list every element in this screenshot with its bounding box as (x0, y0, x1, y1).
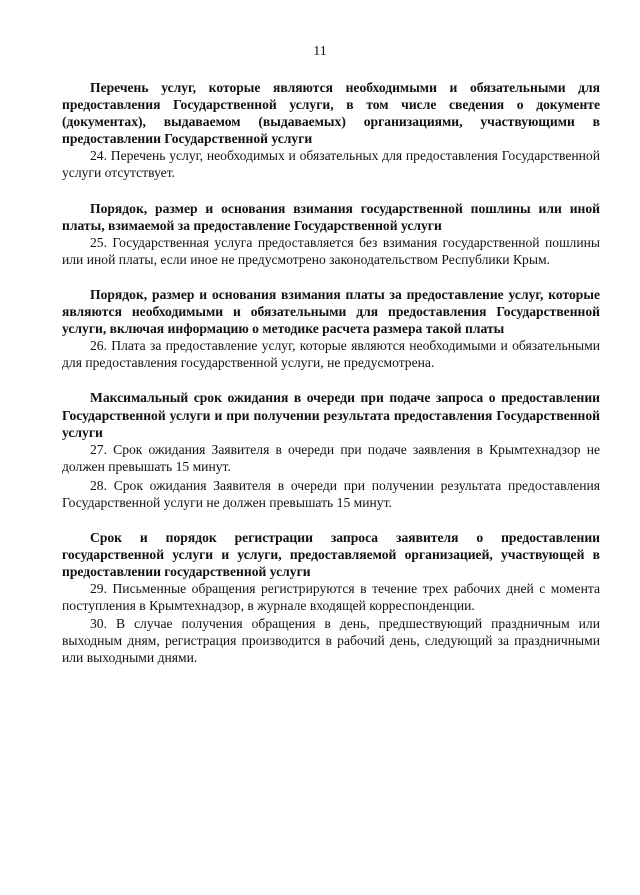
section-service-fee (62, 286, 600, 371)
section-queue-time (62, 389, 600, 511)
paragraph-24: 24. Перечень услуг, необходимых и обязательных для предоставления Государственной услуги отсутствует. (62, 148, 600, 181)
paragraph-30: 30. В случае получения обращения в день, предшествующий праздничным или выходным дням, регистрация производится в рабочий день, следующий за праздничными или выходными днями. (62, 615, 600, 665)
section-state-fee (62, 200, 600, 268)
paragraph-27: 27. Срок ожидания Заявителя в очереди при подаче заявления в Крымтехнадзор не должен превышать 15 минут. (62, 441, 600, 474)
paragraph-29: 29. Письменные обращения регистрируются в течение трех рабочих дней с момента поступления в Крымтехнадзор, в журнале входящей корреспонденции. (62, 581, 600, 614)
section-heading: Порядок, размер и основания взимания государственной пошлины или иной платы, взимаемой за предоставление Государственной услуги (62, 200, 600, 233)
page-number: 11 (313, 44, 327, 59)
paragraph-28: 28. Срок ожидания Заявителя в очереди при получении результата предоставления Государственной услуги не должен превышать 15 минут. (62, 477, 600, 510)
document-body (62, 79, 600, 666)
section-heading: Максимальный срок ожидания в очереди при подаче запроса о предоставлении Государственной услуги и при получении результата предоставления Государственной услуги (62, 390, 600, 440)
section-heading: Перечень услуг, которые являются необходимыми и обязательными для предоставления Государственной услуги, в том числе сведения о документе (документах), выдаваемом (выдаваемых) организациями, участвующими в предоставлении Государственной услуги (62, 80, 600, 147)
section-heading: Срок и порядок регистрации запроса заявителя о предоставлении государственной услуги и услуги, предоставляемой организацией, участвующей в предоставлении государственной услуги (62, 530, 600, 580)
section-registration (62, 529, 600, 666)
paragraph-25: 25. Государственная услуга предоставляется без взимания государственной пошлины или иной платы, если иное не предусмотрено законодательством Республики Крым. (62, 234, 600, 267)
paragraph-26: 26. Плата за предоставление услуг, которые являются необходимыми и обязательными для предоставления государственной услуги, не предусмотрена. (62, 338, 600, 371)
section-related-services (62, 79, 600, 182)
section-heading: Порядок, размер и основания взимания платы за предоставление услуг, которые являются необходимыми и обязательными для предоставления Государственной услуги, включая информацию о методике расчета размера такой платы (62, 286, 600, 337)
